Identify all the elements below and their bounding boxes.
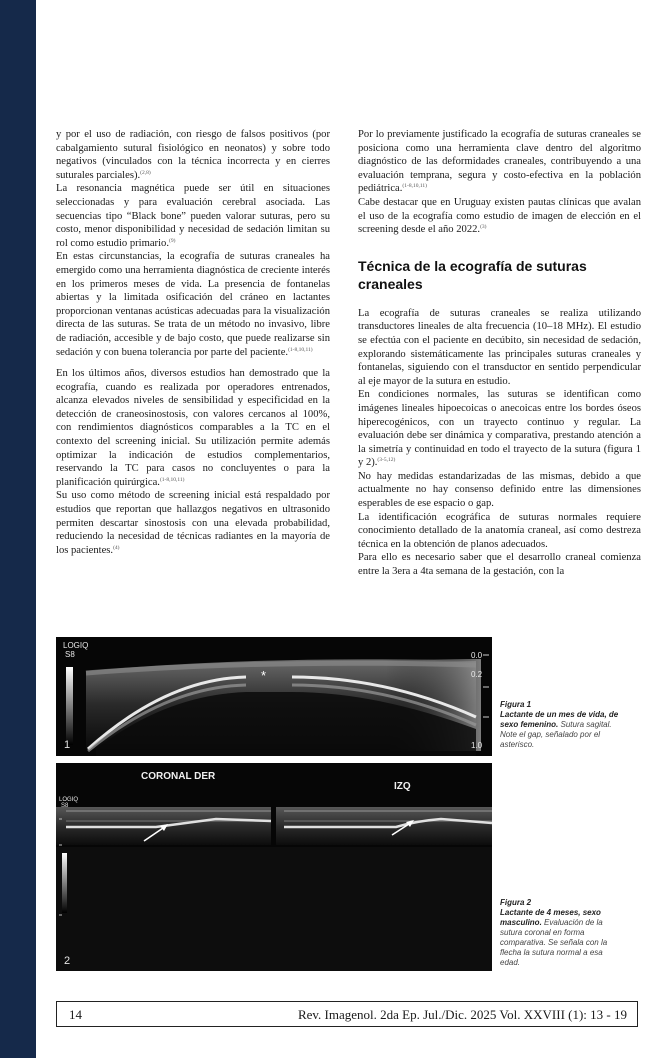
paragraph: Por lo previamente justificado la ecografía de suturas craneales se posiciona como una herramienta clave dentro del algoritmo diagnóstico de las deformidades craneales, contribuyendo a una evaluación temprana, segura y costo-efectiva en la población pediátrica.$^{(1-8,10,11)}$ — [358, 129, 641, 195]
caption-label: Figura 1 — [500, 700, 532, 709]
ultrasound-image-coronal — [56, 763, 492, 971]
ultrasound-image-sagittal — [56, 637, 492, 756]
depth-label-bottom: 1.0 — [471, 741, 483, 750]
journal-reference: Rev. Imagenol. 2da Ep. Jul./Dic. 2025 Vol. XXVIII (1): 13 - 19 — [297, 1007, 627, 1022]
page-number: 14 — [69, 1007, 82, 1022]
gap-asterisk: * — [261, 668, 267, 683]
paragraph: En estas circunstancias, la ecografía de suturas craneales ha emergido como una herramienta diagnóstica de creciente interés en los primeros meses de vida. La presencia de fontanelas abiertas y la limitada osificación del cráneo en lactantes proporcionan ventanas acústicas adecuadas para la visualización directa de las suturas. Se trata de un método no invasivo, libre de radiación, accesible y de bajo costo, que puede realizarse sin sedación y con buena tolerancia por parte del paciente.$^{(1-8,10,11)}$ — [56, 251, 330, 358]
caption-title: Lactante de 4 meses, sexo masculino. — [500, 908, 601, 927]
paragraph: Para ello es necesario saber que el desarrollo craneal comienza entre la 3era a 4ta semana de la gestación, con la — [358, 552, 641, 578]
paragraph: y por el uso de radiación, con riesgo de falsos positivos (por cabalgamiento sutural fisiológico en neonatos) y sobre todo negativos (vinculados con la técnica incorrecta y en cierres suturales parciales).$^{(2,8)}$ — [56, 129, 330, 181]
figure-2-title-right-side: CORONAL DER — [141, 771, 216, 782]
machine-model: S8 — [65, 650, 75, 659]
caption-title: Lactante de un mes de vida, de sexo femenino. — [500, 710, 619, 729]
figure-2-title-left-side: IZQ — [394, 781, 411, 792]
figure-number: 2 — [64, 955, 71, 967]
machine-model: S8 — [61, 803, 69, 809]
section-heading: Técnica de la ecografía de suturas craneales — [358, 257, 587, 292]
paragraph: En los últimos años, diversos estudios han demostrado que la ecografía, cuando es realizada por operadores entrenados, alcanza elevados niveles de sensibilidad y especificidad en la detección de craneosinostosis, con valores cercanos al 100%, con rendimientos diagnósticos comparables a la TC en el contexto del screening inicial. Su utilización permite además optimizar la indicación de estudios complementarios, reservando la TC para casos no concluyentes o para la planificación quirúrgica.$^{(1-8,10,11)}$ — [56, 368, 330, 488]
figure-1-caption — [500, 700, 624, 750]
figure-2-caption — [500, 898, 624, 968]
figure-number: 1 — [64, 739, 71, 751]
caption-description: Sutura sagital. Note el gap, señalado por el asterisco. — [500, 720, 612, 749]
page-footer — [56, 1001, 638, 1027]
figure-2-ultrasound — [56, 763, 492, 971]
paragraph: Su uso como método de screening inicial está respaldado por estudios que reportan que hallazgos negativos en ultrasonido permiten descartar sinostosis con una elevada probabilidad, reduciendo la necesidad de técnicas radiantes en la mayoría de los pacientes.$^{(4)}$ — [56, 490, 330, 556]
machine-brand: LOGIQ — [63, 641, 89, 650]
paragraph: La identificación ecográfica de suturas normales requiere conocimiento detallado de la anatomía craneal, así como destreza técnica en la obtención de planos adecuados. — [358, 511, 641, 550]
paragraph: En condiciones normales, las suturas se identifican como imágenes lineales hipoecoicas o anecoicas entre los bordes óseos hiperecogénicos, con un trayecto continuo y regular. La evaluación debe ser dinámica y comparativa, prestando atención a la simetría y continuidad en todo el trayecto de la sutura (figura 1 y 2).$^{(3-5,12)}$ — [358, 389, 641, 469]
paragraph: La resonancia magnética puede ser útil en situaciones seleccionadas y para evaluación cerebral asociada. Las secuencias tipo “Black bone” pueden valorar suturas, pero su costo, menor disponibilidad y necesidad de sedación limitan su rol como estudio primario.$^{(9)}$ — [56, 183, 330, 249]
figure-1-ultrasound — [56, 637, 492, 756]
depth-label-mid: 0.2 — [471, 670, 483, 679]
caption-description: Evaluación de la sutura coronal en forma comparativa. Se señala con la flecha la sutura normal a esa edad. — [500, 918, 608, 967]
caption-label: Figura 2 — [500, 898, 532, 907]
paragraph: Cabe destacar que en Uruguay existen pautas clínicas que avalan el uso de la ecografía como estudio de imagen de elección en el screening desde el año 2022.$^{(3)}$ — [358, 196, 641, 236]
machine-brand: LOGIQ — [59, 797, 79, 803]
paragraph: No hay medidas estandarizadas de las mismas, debido a que actualmente no hay consenso definido entre las dimensiones esperables de ese espacio o gap. — [358, 470, 641, 510]
left-text-column — [56, 128, 330, 557]
right-text-column — [358, 128, 641, 579]
depth-label-top: 0.0 — [471, 651, 483, 660]
journal-spine-band — [0, 0, 36, 1058]
paragraph: La ecografía de suturas craneales se realiza utilizando transductores lineales de alta frecuencia (10–18 MHz). El estudio se efectúa con el paciente en decúbito, sin necesidad de sedación, explorando sistemáticamente las principales suturas craneales y fontanelas, siguiendo con el transductor en sentido perpendicular al eje mayor de la sutura en estudio. — [358, 307, 641, 387]
